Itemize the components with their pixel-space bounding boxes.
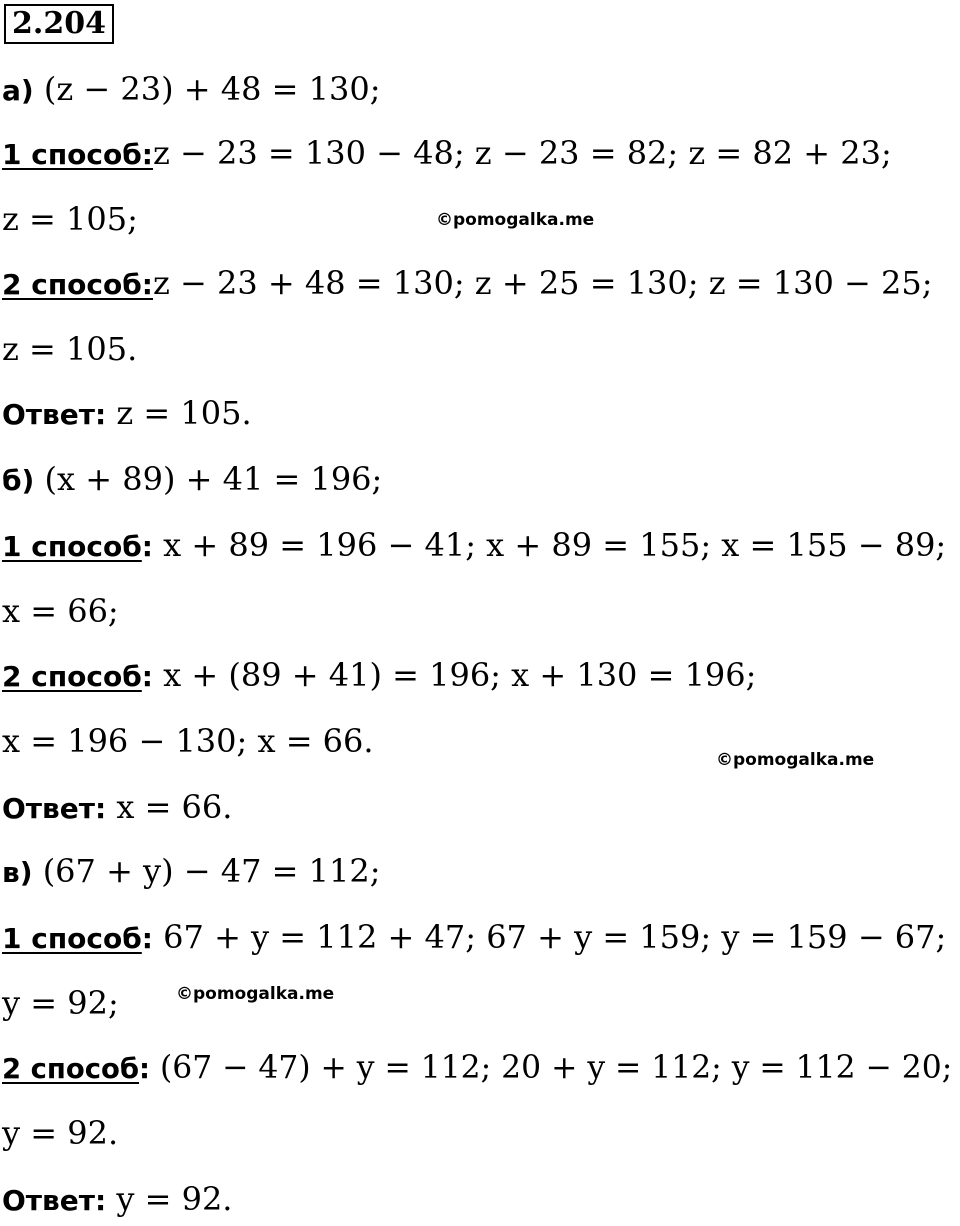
line-label: Ответ:: [2, 1184, 107, 1217]
solution-line: [2, 650, 756, 700]
solution-line: [2, 128, 892, 178]
solution-line: [2, 454, 382, 504]
solution-line: [2, 64, 380, 114]
label-colon: :: [139, 1052, 151, 1085]
solution-line: [2, 520, 946, 570]
solution-line: [2, 388, 252, 438]
line-label: а): [2, 74, 34, 107]
math-expression: x = 66;: [2, 592, 119, 630]
math-expression: z − 23 = 130 − 48; z − 23 = 82; z = 82 + 23;: [153, 134, 892, 172]
line-label: Ответ:: [2, 398, 107, 431]
solution-line: [2, 586, 119, 636]
solution-line: [2, 1174, 232, 1224]
math-expression: y = 92;: [2, 984, 119, 1022]
math-expression: x + (89 + 41) = 196; x + 130 = 196;: [153, 656, 757, 694]
math-expression: (z − 23) + 48 = 130;: [33, 70, 381, 108]
math-expression: x = 66.: [106, 788, 233, 826]
math-expression: z = 105;: [2, 200, 138, 238]
line-label: 1 способ: [2, 922, 142, 955]
math-expression: (x + 89) + 41 = 196;: [34, 460, 383, 498]
math-expression: 67 + y = 112 + 47; 67 + y = 159; y = 159 − 67;: [153, 918, 947, 956]
solution-line: [2, 1108, 118, 1158]
solution-line: [2, 782, 232, 832]
line-label: 2 способ: [2, 660, 142, 693]
math-expression: (67 + y) − 47 = 112;: [32, 852, 381, 890]
math-expression: x = 196 − 130; x = 66.: [2, 722, 374, 760]
line-label: Ответ:: [2, 792, 107, 825]
watermark: ©pomogalka.me: [716, 750, 875, 770]
solution-line: [2, 1042, 952, 1092]
math-expression: z = 105.: [106, 394, 252, 432]
line-label: 2 способ: [2, 1052, 140, 1085]
solution-line: [2, 324, 137, 374]
math-expression: y = 92.: [106, 1180, 233, 1218]
watermark: ©pomogalka.me: [176, 984, 335, 1004]
line-label: 1 способ: [2, 530, 142, 563]
solution-line: [2, 978, 119, 1028]
math-expression: (67 − 47) + y = 112; 20 + y = 112; y = 112 − 20;: [150, 1048, 953, 1086]
label-colon: :: [141, 530, 153, 563]
math-expression: z − 23 + 48 = 130; z + 25 = 130; z = 130 − 25;: [153, 264, 933, 302]
line-label: 1 способ:: [2, 138, 153, 171]
math-expression: x + 89 = 196 − 41; x + 89 = 155; x = 155 − 89;: [153, 526, 947, 564]
solution-line: [2, 258, 932, 308]
label-colon: :: [141, 660, 153, 693]
solution-line: [2, 912, 946, 962]
problem-number: 2.204: [4, 4, 114, 44]
watermark: ©pomogalka.me: [436, 210, 595, 230]
solution-line: [2, 194, 138, 244]
label-colon: :: [141, 922, 153, 955]
line-label: б): [2, 464, 35, 497]
solution-line: [2, 846, 381, 896]
solution-line: [2, 716, 374, 766]
math-expression: z = 105.: [2, 330, 138, 368]
line-label: 2 способ:: [2, 268, 153, 301]
math-expression: y = 92.: [2, 1114, 119, 1152]
line-label: в): [2, 856, 33, 889]
